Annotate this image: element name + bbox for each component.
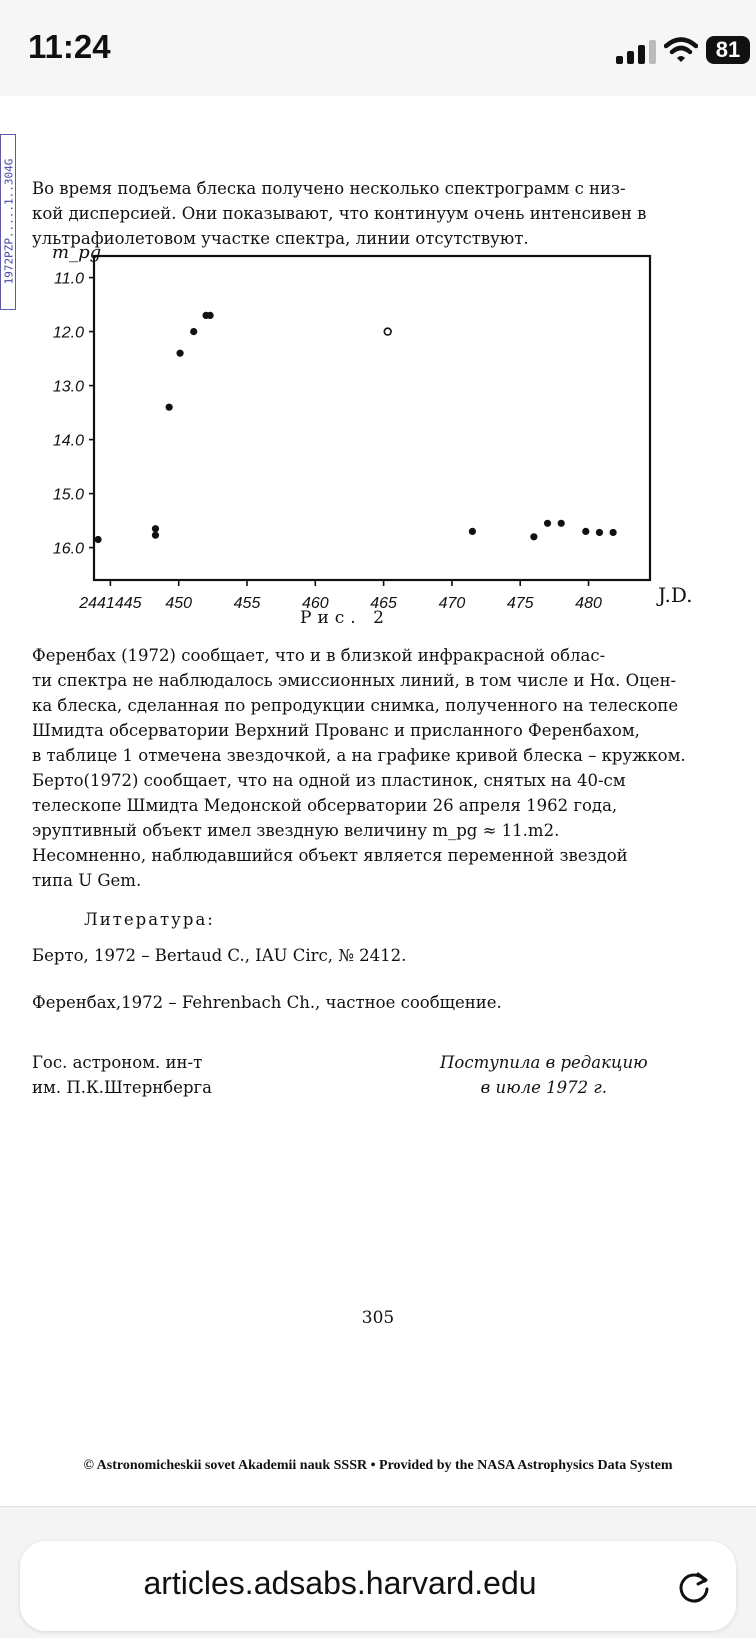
data-point — [610, 529, 617, 536]
data-point — [544, 520, 551, 527]
x-tick-label: 465 — [370, 595, 397, 612]
y-tick-label: 14.0 — [52, 432, 84, 450]
bibcode-link[interactable] — [0, 134, 16, 310]
wifi-icon — [664, 36, 698, 64]
x-tick-label: 460 — [301, 595, 329, 612]
received-line: в июле 1972 г. — [480, 1078, 607, 1097]
copyright-footer: © Astronomicheskii sovet Akademii nauk SSSR • Provided by the NASA Astrophysics Data System — [83, 1458, 673, 1473]
y-axis-label: m_pg — [52, 242, 102, 263]
x-tick-label: 455 — [233, 595, 261, 612]
page-number: 305 — [361, 1308, 395, 1328]
address-bar[interactable] — [20, 1541, 736, 1631]
data-point — [152, 532, 159, 539]
x-tick-label: 480 — [575, 595, 602, 612]
cellular-signal-icon — [616, 40, 662, 64]
y-tick-label: 12.0 — [52, 324, 84, 342]
paragraph-1 — [32, 176, 646, 251]
clock: 11:24 — [28, 28, 111, 65]
bibcode-label: 1972PZP.....1..304G — [2, 158, 16, 285]
text-line: Несомненно, наблюдавшийся объект является переменной звездой — [32, 846, 628, 865]
data-point-open — [384, 328, 391, 335]
x-tick-label: 470 — [438, 595, 466, 612]
x-tick-label: 450 — [165, 595, 193, 612]
y-tick-label: 15.0 — [52, 486, 84, 504]
light-curve-chart — [46, 242, 706, 614]
x-tick-label: 2441445 — [79, 595, 142, 612]
y-tick-label: 16.0 — [52, 540, 84, 558]
text-line: телескопе Шмидта Медонской обсерватории 26 апреля 1962 года, — [32, 796, 618, 815]
data-point — [176, 350, 183, 357]
data-point — [582, 528, 589, 535]
data-point — [530, 533, 537, 540]
reference-item: Берто, 1972 – Bertaud C., IAU Circ, № 2412. — [32, 946, 407, 965]
plot-frame — [94, 256, 650, 580]
text-line: Берто(1972) сообщает, что на одной из пластинок, снятых на 40-см — [32, 771, 626, 790]
text-line: Ференбах (1972) сообщает, что и в близкой инфракрасной облас- — [32, 646, 606, 665]
paragraph-2 — [32, 643, 686, 893]
text-line: Во время подъема блеска получено несколько спектрограмм с низ- — [32, 179, 626, 198]
y-tick-label: 13.0 — [52, 378, 84, 396]
data-point — [166, 404, 173, 411]
references-heading: Литература: — [84, 910, 215, 929]
data-point — [207, 312, 214, 319]
x-axis-label: J.D. — [658, 583, 693, 607]
text-line: Шмидта обсерватории Верхний Прованс и присланного Ференбахом, — [32, 721, 640, 740]
data-point — [596, 529, 603, 536]
figure-caption: Рис. 2 — [300, 608, 390, 628]
affiliation — [32, 1050, 212, 1100]
text-line: типа U Gem. — [32, 871, 142, 890]
text-line: ультрафиолетовом участке спектра, линии отсутствуют. — [32, 229, 529, 248]
x-tick-label: 475 — [506, 595, 534, 612]
data-point — [152, 525, 159, 532]
status-bar — [0, 0, 756, 96]
data-point — [558, 520, 565, 527]
received-line: Поступила в редакцию — [440, 1053, 648, 1072]
received-note — [440, 1050, 648, 1100]
data-point — [94, 536, 101, 543]
text-line: ти спектра не наблюдалось эмиссионных линий, в том числе и Hα. Оцен- — [32, 671, 677, 690]
text-line: эруптивный объект имел звездную величину m_pg ≈ 11.m2. — [32, 821, 560, 840]
data-point — [190, 328, 197, 335]
battery-icon: 81 — [706, 36, 750, 64]
reload-icon[interactable] — [676, 1569, 712, 1605]
url-text[interactable]: articles.adsabs.harvard.edu — [143, 1565, 537, 1601]
text-line: кой дисперсией. Они показывают, что континуум очень интенсивен в — [32, 204, 647, 223]
y-tick-label: 11.0 — [54, 270, 84, 288]
data-point — [469, 528, 476, 535]
browser-toolbar — [0, 1506, 756, 1638]
affiliation-line: им. П.К.Штернберга — [32, 1078, 212, 1097]
affiliation-line: Гос. астроном. ин-т — [32, 1053, 203, 1072]
text-line: ка блеска, сделанная по репродукции снимка, полученного на телескопе — [32, 696, 679, 715]
reference-item: Ференбах,1972 – Fehrenbach Ch., частное сообщение. — [32, 993, 502, 1012]
text-line: в таблице 1 отмечена звездочкой, а на графике кривой блеска – кружком. — [32, 746, 686, 765]
